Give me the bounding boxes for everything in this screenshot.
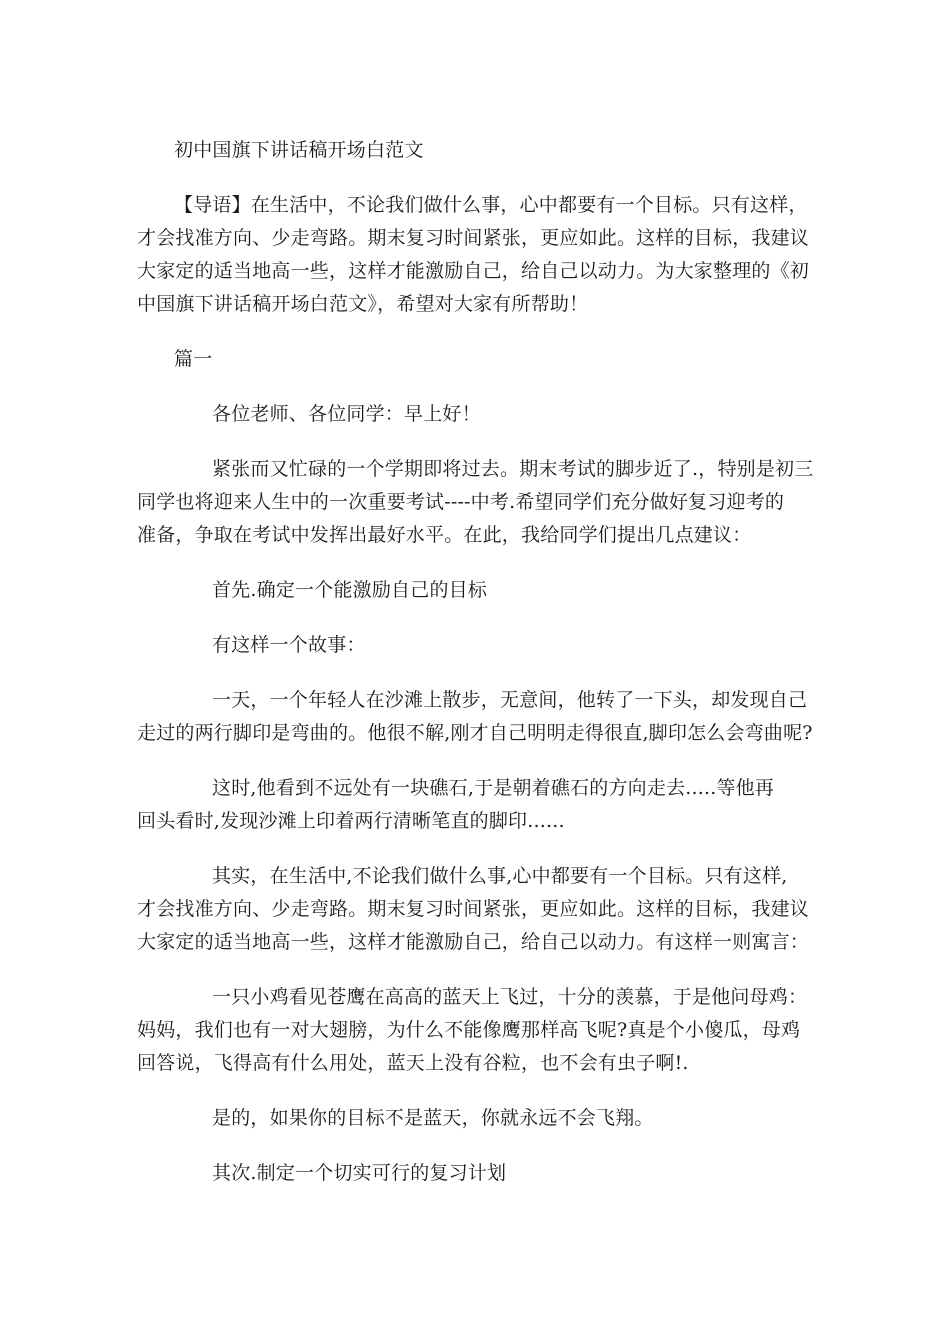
document-title: 初中国旗下讲话稿开场白范文 <box>174 139 424 161</box>
para3-line-1: 这时,他看到不远处有一块礁石,于是朝着礁石的方向走去.....等他再 <box>212 777 775 799</box>
para5-line-1: 一只小鸡看见苍鹰在高高的蓝天上飞过，十分的羡慕，于是他问母鸡： <box>212 986 808 1008</box>
story-intro: 有这样一个故事： <box>212 634 366 656</box>
para5-line-3: 回答说，飞得高有什么用处，蓝天上没有谷粒，也不会有虫子啊!. <box>137 1052 689 1074</box>
intro-line-1: 【导语】在生活中，不论我们做什么事，心中都要有一个目标。只有这样， <box>174 194 808 216</box>
section-label: 篇一 <box>174 348 213 370</box>
para1-line-2: 同学也将迎来人生中的一次重要考试----中考.希望同学们充分做好复习迎考的 <box>137 491 785 513</box>
greeting: 各位老师、各位同学：早上好！ <box>212 403 481 425</box>
point1-heading: 首先.确定一个能激励自己的目标 <box>212 579 488 601</box>
intro-line-2: 才会找准方向、少走弯路。期末复习时间紧张，更应如此。这样的目标，我建议 <box>137 227 810 249</box>
intro-line-4: 中国旗下讲话稿开场白范文》，希望对大家有所帮助！ <box>137 293 589 315</box>
para2-line-2: 走过的两行脚印是弯曲的。他很不解,刚才自己明明走得很直,脚印怎么会弯曲呢? <box>137 722 813 744</box>
para5-line-2: 妈妈，我们也有一对大翅膀，为什么不能像鹰那样高飞呢?真是个小傻瓜，母鸡 <box>137 1019 801 1041</box>
para4-line-2: 才会找准方向、少走弯路。期末复习时间紧张，更应如此。这样的目标，我建议 <box>137 898 810 920</box>
point2-heading: 其次.制定一个切实可行的复习计划 <box>212 1162 507 1184</box>
para1-line-1: 紧张而又忙碌的一个学期即将过去。期末考试的脚步近了.，特别是初三 <box>212 458 814 480</box>
intro-line-3: 大家定的适当地高一些，这样才能激励自己，给自己以动力。为大家整理的《初 <box>137 260 810 282</box>
para4-line-3: 大家定的适当地高一些，这样才能激励自己，给自己以动力。有这样一则寓言： <box>137 931 810 953</box>
para1-line-3: 准备，争取在考试中发挥出最好水平。在此，我给同学们提出几点建议： <box>137 524 752 546</box>
para3-line-2: 回头看时,发现沙滩上印着两行清晰笔直的脚印...... <box>137 810 565 832</box>
para4-line-1: 其实，在生活中,不论我们做什么事,心中都要有一个目标。只有这样, <box>212 865 788 887</box>
para6: 是的，如果你的目标不是蓝天，你就永远不会飞翔。 <box>212 1107 654 1129</box>
para2-line-1: 一天，一个年轻人在沙滩上散步，无意间，他转了一下头，却发现自己 <box>212 689 808 711</box>
